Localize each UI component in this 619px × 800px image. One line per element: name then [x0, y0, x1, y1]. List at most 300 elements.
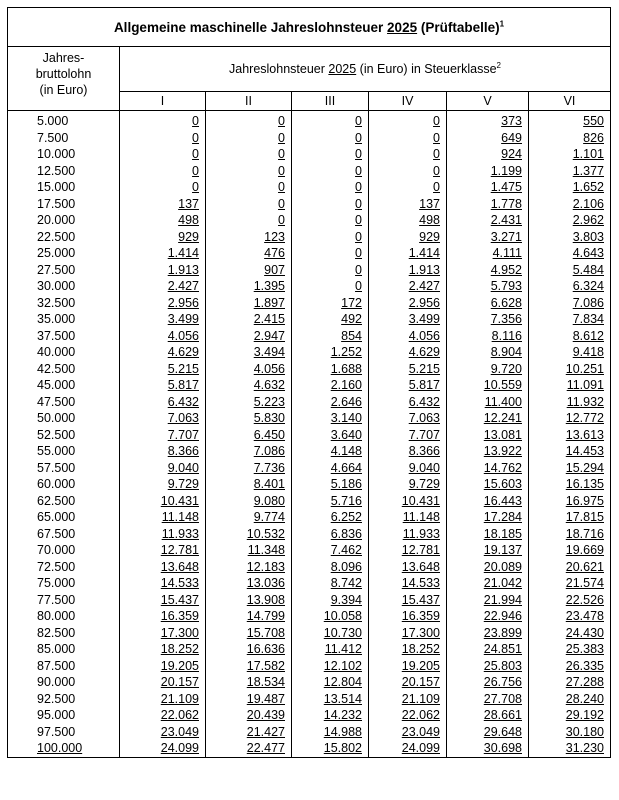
tax-cell-class-vi: 4.643: [529, 245, 611, 262]
tax-cell-class-vi: 7.834: [529, 311, 611, 328]
tax-cell-class-iv: 5.215: [369, 361, 447, 378]
tax-cell-class-iii: 5.186: [292, 476, 369, 493]
tax-cell-class-ii: 4.632: [206, 377, 292, 394]
tax-cell-class-vi: 6.324: [529, 278, 611, 295]
tax-cell-class-ii: 3.494: [206, 344, 292, 361]
tax-cell-class-i: 5.817: [120, 377, 206, 394]
income-cell: 32.500: [8, 295, 120, 312]
tax-cell-class-v: 4.952: [447, 262, 529, 279]
tax-cell-class-i: 9.729: [120, 476, 206, 493]
tax-cell-class-v: 13.922: [447, 443, 529, 460]
tax-cell-class-i: 4.629: [120, 344, 206, 361]
tax-cell-class-iv: 10.431: [369, 493, 447, 510]
tax-cell-class-vi: 14.453: [529, 443, 611, 460]
tax-cell-class-iv: 4.056: [369, 328, 447, 345]
tax-cell-class-iv: 2.956: [369, 295, 447, 312]
tax-cell-class-iii: 2.646: [292, 394, 369, 411]
tax-cell-class-ii: 0: [206, 179, 292, 196]
tax-cell-class-i: 498: [120, 212, 206, 229]
tax-cell-class-v: 30.698: [447, 740, 529, 757]
table-row: [8, 328, 611, 345]
tax-cell-class-ii: 11.348: [206, 542, 292, 559]
tax-cell-class-iii: 0: [292, 262, 369, 279]
income-cell: 77.500: [8, 592, 120, 609]
tax-cell-class-v: 1.778: [447, 196, 529, 213]
tax-cell-class-i: 19.205: [120, 658, 206, 675]
table-row: [8, 542, 611, 559]
tax-cell-class-iii: 1.688: [292, 361, 369, 378]
tax-cell-class-i: 21.109: [120, 691, 206, 708]
tax-cell-class-iii: 8.096: [292, 559, 369, 576]
tax-cell-class-vi: 17.815: [529, 509, 611, 526]
tax-cell-class-v: 25.803: [447, 658, 529, 675]
tax-cell-class-ii: 2.947: [206, 328, 292, 345]
table-row: [8, 146, 611, 163]
tax-cell-class-i: 23.049: [120, 724, 206, 741]
tax-cell-class-v: 26.756: [447, 674, 529, 691]
tax-cell-class-vi: 1.377: [529, 163, 611, 180]
tax-cell-class-i: 4.056: [120, 328, 206, 345]
tax-cell-class-vi: 22.526: [529, 592, 611, 609]
income-cell: 60.000: [8, 476, 120, 493]
table-row: [8, 212, 611, 229]
tax-cell-class-iv: 5.817: [369, 377, 447, 394]
tax-cell-class-iii: 15.802: [292, 740, 369, 757]
tax-cell-class-ii: 123: [206, 229, 292, 246]
tax-cell-class-iv: 23.049: [369, 724, 447, 741]
tax-cell-class-ii: 476: [206, 245, 292, 262]
class-header-iii: III: [292, 92, 369, 111]
tax-cell-class-v: 21.042: [447, 575, 529, 592]
tax-cell-class-iv: 2.427: [369, 278, 447, 295]
income-cell: 42.500: [8, 361, 120, 378]
tax-cell-class-vi: 21.574: [529, 575, 611, 592]
tax-cell-class-vi: 826: [529, 130, 611, 147]
tax-cell-class-vi: 26.335: [529, 658, 611, 675]
tax-cell-class-ii: 17.582: [206, 658, 292, 675]
tax-cell-class-v: 23.899: [447, 625, 529, 642]
tax-cell-class-vi: 31.230: [529, 740, 611, 757]
class-header-iv: IV: [369, 92, 447, 111]
table-row: [8, 476, 611, 493]
tax-cell-class-iii: 5.716: [292, 493, 369, 510]
tax-cell-class-v: 13.081: [447, 427, 529, 444]
tax-cell-class-i: 16.359: [120, 608, 206, 625]
table-row: [8, 163, 611, 180]
tax-cell-class-iv: 24.099: [369, 740, 447, 757]
income-cell: 82.500: [8, 625, 120, 642]
tax-cell-class-v: 21.994: [447, 592, 529, 609]
tax-cell-class-iii: 8.742: [292, 575, 369, 592]
income-cell: 65.000: [8, 509, 120, 526]
tax-cell-class-ii: 9.774: [206, 509, 292, 526]
table-row: [8, 394, 611, 411]
tax-cell-class-vi: 10.251: [529, 361, 611, 378]
tax-cell-class-i: 17.300: [120, 625, 206, 642]
income-cell: 40.000: [8, 344, 120, 361]
tax-cell-class-ii: 907: [206, 262, 292, 279]
tax-cell-class-v: 4.111: [447, 245, 529, 262]
income-cell: 57.500: [8, 460, 120, 477]
tax-cell-class-vi: 23.478: [529, 608, 611, 625]
tax-cell-class-vi: 16.135: [529, 476, 611, 493]
tax-cell-class-i: 7.707: [120, 427, 206, 444]
income-cell: 97.500: [8, 724, 120, 741]
tax-cell-class-v: 29.648: [447, 724, 529, 741]
tax-cell-class-iv: 137: [369, 196, 447, 213]
tax-cell-class-iii: 6.836: [292, 526, 369, 543]
tax-cell-class-ii: 22.477: [206, 740, 292, 757]
tax-cell-class-ii: 0: [206, 163, 292, 180]
tax-cell-class-vi: 30.180: [529, 724, 611, 741]
tax-cell-class-i: 1.913: [120, 262, 206, 279]
tax-cell-class-iii: 4.148: [292, 443, 369, 460]
tax-cell-class-ii: 0: [206, 146, 292, 163]
table-row: [8, 377, 611, 394]
tax-cell-class-v: 14.762: [447, 460, 529, 477]
tax-cell-class-i: 0: [120, 179, 206, 196]
tax-cell-class-iv: 4.629: [369, 344, 447, 361]
tax-cell-class-iv: 1.913: [369, 262, 447, 279]
tax-cell-class-iv: 15.437: [369, 592, 447, 609]
tax-cell-class-v: 6.628: [447, 295, 529, 312]
table-row: [8, 427, 611, 444]
tax-cell-class-ii: 16.636: [206, 641, 292, 658]
tax-cell-class-iii: 0: [292, 212, 369, 229]
tax-cell-class-ii: 2.415: [206, 311, 292, 328]
tax-cell-class-v: 11.400: [447, 394, 529, 411]
tax-cell-class-iii: 854: [292, 328, 369, 345]
table-row: [8, 361, 611, 378]
class-header-ii: II: [206, 92, 292, 111]
tax-cell-class-v: 22.946: [447, 608, 529, 625]
tax-cell-class-v: 27.708: [447, 691, 529, 708]
table-row: [8, 740, 611, 757]
table-row: [8, 460, 611, 477]
table-row: [8, 724, 611, 741]
tax-cell-class-vi: 8.612: [529, 328, 611, 345]
tax-cell-class-i: 6.432: [120, 394, 206, 411]
tax-cell-class-i: 0: [120, 130, 206, 147]
income-cell: 25.000: [8, 245, 120, 262]
tax-cell-class-iv: 7.707: [369, 427, 447, 444]
tax-cell-class-ii: 6.450: [206, 427, 292, 444]
tax-cell-class-ii: 0: [206, 130, 292, 147]
income-cell: 45.000: [8, 377, 120, 394]
table-row: [8, 641, 611, 658]
tax-cell-class-ii: 7.736: [206, 460, 292, 477]
tax-cell-class-ii: 15.708: [206, 625, 292, 642]
income-cell: 22.500: [8, 229, 120, 246]
tax-cell-class-iv: 498: [369, 212, 447, 229]
income-cell: 90.000: [8, 674, 120, 691]
table-row: [8, 229, 611, 246]
tax-cell-class-iv: 16.359: [369, 608, 447, 625]
tax-cell-class-i: 18.252: [120, 641, 206, 658]
tax-cell-class-iv: 9.040: [369, 460, 447, 477]
tax-cell-class-ii: 5.223: [206, 394, 292, 411]
tax-cell-class-vi: 20.621: [529, 559, 611, 576]
tax-cell-class-i: 13.648: [120, 559, 206, 576]
tax-cell-class-ii: 5.830: [206, 410, 292, 427]
tax-cell-class-iv: 0: [369, 163, 447, 180]
tax-cell-class-iii: 10.730: [292, 625, 369, 642]
tax-cell-class-iii: 10.058: [292, 608, 369, 625]
tax-cell-class-v: 20.089: [447, 559, 529, 576]
tax-cell-class-vi: 27.288: [529, 674, 611, 691]
table-row: [8, 509, 611, 526]
income-cell: 62.500: [8, 493, 120, 510]
tax-cell-class-ii: 13.908: [206, 592, 292, 609]
tax-cell-class-v: 924: [447, 146, 529, 163]
income-cell: 7.500: [8, 130, 120, 147]
tax-cell-class-v: 28.661: [447, 707, 529, 724]
tax-cell-class-i: 24.099: [120, 740, 206, 757]
tax-cell-class-ii: 14.799: [206, 608, 292, 625]
tax-cell-class-ii: 8.401: [206, 476, 292, 493]
tax-cell-class-v: 9.720: [447, 361, 529, 378]
tax-cell-class-ii: 19.487: [206, 691, 292, 708]
tax-cell-class-iv: 0: [369, 111, 447, 130]
tax-cell-class-iii: 0: [292, 146, 369, 163]
tax-cell-class-i: 8.366: [120, 443, 206, 460]
tax-cell-class-vi: 16.975: [529, 493, 611, 510]
tax-cell-class-iii: 11.412: [292, 641, 369, 658]
tax-cell-class-iii: 12.102: [292, 658, 369, 675]
tax-cell-class-iv: 17.300: [369, 625, 447, 642]
tax-cell-class-iv: 22.062: [369, 707, 447, 724]
tax-cell-class-iii: 0: [292, 111, 369, 130]
tax-cell-class-iv: 0: [369, 130, 447, 147]
tax-cell-class-iv: 1.414: [369, 245, 447, 262]
table-row: [8, 410, 611, 427]
table-row: [8, 295, 611, 312]
tax-cell-class-iv: 21.109: [369, 691, 447, 708]
tax-cell-class-iv: 12.781: [369, 542, 447, 559]
tax-cell-class-i: 11.933: [120, 526, 206, 543]
table-row: [8, 130, 611, 147]
tax-cell-class-iii: 0: [292, 278, 369, 295]
tax-cell-class-iii: 172: [292, 295, 369, 312]
tax-cell-class-i: 0: [120, 163, 206, 180]
tax-cell-class-i: 9.040: [120, 460, 206, 477]
table-row: [8, 262, 611, 279]
tax-cell-class-ii: 7.086: [206, 443, 292, 460]
tax-cell-class-vi: 2.106: [529, 196, 611, 213]
tax-cell-class-vi: 11.091: [529, 377, 611, 394]
tax-cell-class-ii: 4.056: [206, 361, 292, 378]
table-row: [8, 691, 611, 708]
class-header-vi: VI: [529, 92, 611, 111]
tax-cell-class-i: 929: [120, 229, 206, 246]
income-cell: 20.000: [8, 212, 120, 229]
tax-cell-class-iii: 492: [292, 311, 369, 328]
tax-cell-class-ii: 0: [206, 111, 292, 130]
tax-cell-class-ii: 1.897: [206, 295, 292, 312]
income-cell: 70.000: [8, 542, 120, 559]
tax-cell-class-iii: 0: [292, 196, 369, 213]
table-row: [8, 245, 611, 262]
table-row: [8, 608, 611, 625]
tax-cell-class-ii: 20.439: [206, 707, 292, 724]
income-cell: 50.000: [8, 410, 120, 427]
tax-table: [7, 7, 611, 758]
tax-cell-class-i: 7.063: [120, 410, 206, 427]
income-cell: 35.000: [8, 311, 120, 328]
tax-cell-class-iv: 929: [369, 229, 447, 246]
table-row: [8, 179, 611, 196]
income-cell: 12.500: [8, 163, 120, 180]
table-row: [8, 592, 611, 609]
tax-cell-class-vi: 9.418: [529, 344, 611, 361]
income-cell: 72.500: [8, 559, 120, 576]
table-row: [8, 493, 611, 510]
tax-cell-class-i: 3.499: [120, 311, 206, 328]
income-cell: 87.500: [8, 658, 120, 675]
tax-cell-class-iv: 3.499: [369, 311, 447, 328]
tax-cell-class-i: 0: [120, 111, 206, 130]
tax-cell-class-iii: 14.232: [292, 707, 369, 724]
tax-cell-class-v: 2.431: [447, 212, 529, 229]
tax-cell-class-iii: 1.252: [292, 344, 369, 361]
tax-cell-class-v: 1.199: [447, 163, 529, 180]
tax-cell-class-iv: 11.933: [369, 526, 447, 543]
income-cell: 27.500: [8, 262, 120, 279]
table-row: [8, 111, 611, 130]
table-row: [8, 526, 611, 543]
tax-cell-class-i: 22.062: [120, 707, 206, 724]
tax-cell-class-iv: 14.533: [369, 575, 447, 592]
tax-cell-class-i: 0: [120, 146, 206, 163]
income-cell: 55.000: [8, 443, 120, 460]
tax-cell-class-v: 19.137: [447, 542, 529, 559]
income-cell: 67.500: [8, 526, 120, 543]
income-cell: 17.500: [8, 196, 120, 213]
tax-cell-class-iv: 11.148: [369, 509, 447, 526]
income-cell: 80.000: [8, 608, 120, 625]
tax-cell-class-ii: 1.395: [206, 278, 292, 295]
tax-cell-class-iii: 0: [292, 229, 369, 246]
tax-cell-class-i: 11.148: [120, 509, 206, 526]
tax-cell-class-iv: 9.729: [369, 476, 447, 493]
class-header-i: I: [120, 92, 206, 111]
tax-cell-class-i: 2.427: [120, 278, 206, 295]
tax-cell-class-iii: 0: [292, 245, 369, 262]
tax-cell-class-iii: 0: [292, 179, 369, 196]
tax-cell-class-v: 16.443: [447, 493, 529, 510]
tax-cell-class-v: 1.475: [447, 179, 529, 196]
tax-cell-class-iv: 0: [369, 179, 447, 196]
tax-cell-class-i: 137: [120, 196, 206, 213]
income-cell: 75.000: [8, 575, 120, 592]
tax-cell-class-ii: 9.080: [206, 493, 292, 510]
table-title: Allgemeine maschinelle Jahreslohnsteuer 2025 (Prüftabelle)$^1$: [8, 8, 611, 47]
tax-cell-class-vi: 25.383: [529, 641, 611, 658]
tax-cell-class-iv: 0: [369, 146, 447, 163]
tax-cell-class-vi: 1.652: [529, 179, 611, 196]
income-cell: 10.000: [8, 146, 120, 163]
income-cell: 47.500: [8, 394, 120, 411]
tax-cell-class-iv: 19.205: [369, 658, 447, 675]
income-cell: 5.000: [8, 111, 120, 130]
table-body: [8, 111, 611, 758]
tax-cell-class-iii: 2.160: [292, 377, 369, 394]
tax-cell-class-v: 17.284: [447, 509, 529, 526]
table-row: [8, 674, 611, 691]
table-row: [8, 559, 611, 576]
tax-cell-class-vi: 19.669: [529, 542, 611, 559]
tax-cell-class-iii: 12.804: [292, 674, 369, 691]
tax-cell-class-i: 5.215: [120, 361, 206, 378]
table-row: [8, 658, 611, 675]
income-cell: 100.000: [8, 740, 120, 757]
tax-cell-class-ii: 21.427: [206, 724, 292, 741]
income-cell: 85.000: [8, 641, 120, 658]
tax-cell-class-i: 14.533: [120, 575, 206, 592]
income-cell: 95.000: [8, 707, 120, 724]
tax-cell-class-v: 24.851: [447, 641, 529, 658]
tax-cell-class-vi: 15.294: [529, 460, 611, 477]
tax-cell-class-iv: 7.063: [369, 410, 447, 427]
tax-cell-class-vi: 24.430: [529, 625, 611, 642]
tax-cell-class-ii: 0: [206, 212, 292, 229]
tax-cell-class-v: 10.559: [447, 377, 529, 394]
income-cell: 15.000: [8, 179, 120, 196]
tax-cell-class-vi: 12.772: [529, 410, 611, 427]
tax-column-group-header: Jahreslohnsteuer 2025 (in Euro) in Steuerklasse$^2$: [120, 47, 611, 92]
table-row: [8, 311, 611, 328]
tax-cell-class-ii: 10.532: [206, 526, 292, 543]
tax-cell-class-v: 12.241: [447, 410, 529, 427]
table-row: [8, 443, 611, 460]
tax-cell-class-vi: 7.086: [529, 295, 611, 312]
tax-cell-class-vi: 5.484: [529, 262, 611, 279]
tax-cell-class-v: 649: [447, 130, 529, 147]
tax-cell-class-iii: 4.664: [292, 460, 369, 477]
tax-cell-class-ii: 12.183: [206, 559, 292, 576]
tax-cell-class-ii: 0: [206, 196, 292, 213]
tax-cell-class-iii: 0: [292, 130, 369, 147]
tax-cell-class-iv: 20.157: [369, 674, 447, 691]
tax-cell-class-i: 12.781: [120, 542, 206, 559]
tax-cell-class-iii: 7.462: [292, 542, 369, 559]
tax-cell-class-iv: 13.648: [369, 559, 447, 576]
tax-cell-class-iii: 0: [292, 163, 369, 180]
tax-cell-class-v: 7.356: [447, 311, 529, 328]
tax-cell-class-vi: 11.932: [529, 394, 611, 411]
tax-cell-class-iv: 18.252: [369, 641, 447, 658]
tax-cell-class-iii: 3.640: [292, 427, 369, 444]
income-cell: 37.500: [8, 328, 120, 345]
tax-cell-class-ii: 13.036: [206, 575, 292, 592]
tax-cell-class-vi: 29.192: [529, 707, 611, 724]
table-row: [8, 278, 611, 295]
tax-cell-class-iii: 13.514: [292, 691, 369, 708]
table-row: [8, 707, 611, 724]
tax-cell-class-v: 15.603: [447, 476, 529, 493]
tax-cell-class-vi: 1.101: [529, 146, 611, 163]
income-cell: 92.500: [8, 691, 120, 708]
tax-cell-class-i: 2.956: [120, 295, 206, 312]
tax-cell-class-vi: 550: [529, 111, 611, 130]
tax-cell-class-vi: 28.240: [529, 691, 611, 708]
table-row: [8, 196, 611, 213]
tax-cell-class-iii: 6.252: [292, 509, 369, 526]
tax-cell-class-v: 18.185: [447, 526, 529, 543]
tax-cell-class-iii: 14.988: [292, 724, 369, 741]
tax-cell-class-i: 1.414: [120, 245, 206, 262]
tax-cell-class-i: 10.431: [120, 493, 206, 510]
